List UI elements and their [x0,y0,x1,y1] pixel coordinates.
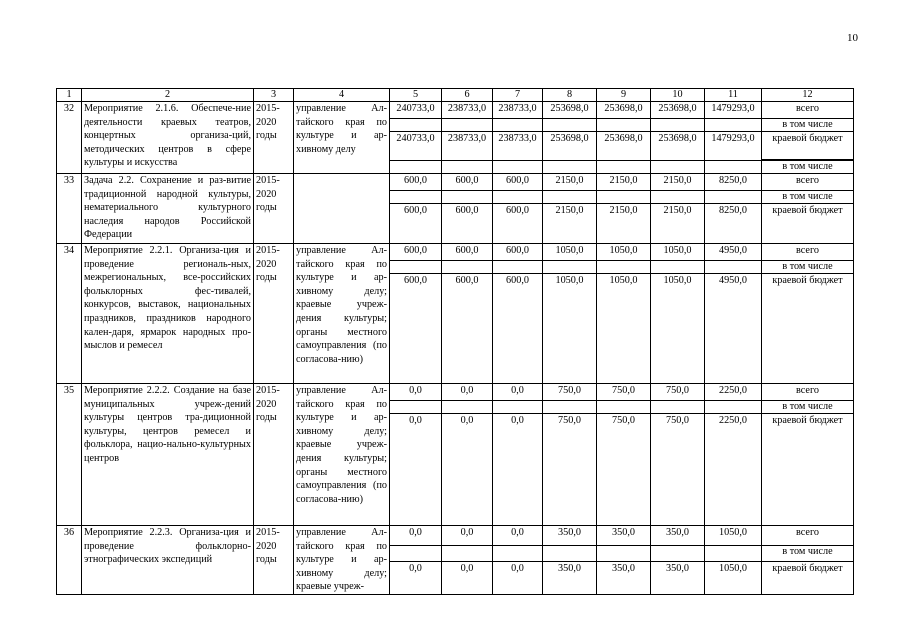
empty-cell [651,191,705,204]
table-row [57,244,854,261]
total-value: 0,0 [390,526,442,546]
column-number: 10 [651,89,705,102]
source-total: всего [762,526,854,546]
regional-value: 1050,0 [651,274,705,384]
total-value: 600,0 [493,244,543,261]
empty-cell [390,119,442,132]
source-total: всего [762,244,854,261]
regional-value: 8250,0 [705,204,762,244]
source-regional: краевой бюджет [762,204,854,244]
empty-cell [390,546,442,561]
regional-value: 600,0 [442,274,493,384]
empty-cell [493,401,543,414]
row-number: 36 [57,526,82,595]
total-value: 2150,0 [597,174,651,191]
total-value: 0,0 [442,526,493,546]
empty-cell [543,546,597,561]
table-row [57,526,854,546]
measure-name: Мероприятие 2.2.3. Организа-ция и проведение фольклорно-этнографических экспедиций [82,526,254,595]
source-including: в том числе [762,191,854,204]
empty-cell [493,191,543,204]
empty-cell [442,161,493,174]
empty-cell [390,261,442,274]
row-number: 34 [57,244,82,384]
regional-value: 2150,0 [651,204,705,244]
source-including: в том числе [762,119,854,132]
empty-cell [705,546,762,561]
regional-value: 1050,0 [597,274,651,384]
regional-value: 600,0 [442,204,493,244]
column-number: 6 [442,89,493,102]
regional-value: 0,0 [493,414,543,526]
empty-cell [543,191,597,204]
regional-value: 0,0 [493,561,543,594]
measure-name: Мероприятие 2.2.2. Создание на базе муниципальных учреж-дений культуры центров тра-диционной культуры, центров ремесел и фольклора, нацио-нально-культурных центров [82,384,254,526]
total-value: 350,0 [651,526,705,546]
total-value: 253698,0 [597,102,651,119]
total-value: 2150,0 [651,174,705,191]
source-including: в том числе [762,546,854,561]
empty-cell [442,261,493,274]
empty-cell [543,261,597,274]
regional-value: 750,0 [651,414,705,526]
column-number: 7 [493,89,543,102]
source-regional: краевой бюджет [762,561,854,594]
empty-cell [651,546,705,561]
regional-value: 240733,0 [390,132,442,161]
total-value: 253698,0 [651,102,705,119]
executor [294,174,390,244]
regional-value: 0,0 [442,561,493,594]
empty-cell [597,191,651,204]
measure-name: Задача 2.2. Сохранение и раз-витие традиционной народной культуры, нематериального культурного наследия народов Российской Федерации [82,174,254,244]
source-including: в том числе [762,161,854,174]
column-number-row [57,89,854,102]
regional-value: 1050,0 [705,561,762,594]
total-value: 240733,0 [390,102,442,119]
regional-value: 2150,0 [543,204,597,244]
empty-cell [493,119,543,132]
regional-value: 600,0 [390,274,442,384]
page-number: 10 [847,32,858,44]
regional-value: 600,0 [390,204,442,244]
regional-value: 600,0 [493,274,543,384]
total-value: 750,0 [543,384,597,401]
regional-value: 238733,0 [493,132,543,161]
regional-value: 253698,0 [543,132,597,161]
total-value: 1050,0 [597,244,651,261]
measures-table [56,88,854,595]
executor: управление Ал-тайского края по культуре и ар-хивному делу; краевые учреж- [294,526,390,595]
total-value: 600,0 [390,244,442,261]
column-number: 9 [597,89,651,102]
total-value: 600,0 [442,244,493,261]
total-value: 350,0 [597,526,651,546]
empty-cell [543,401,597,414]
total-value: 0,0 [442,384,493,401]
regional-value: 1479293,0 [705,132,762,161]
measure-name: Мероприятие 2.1.6. Обеспече-ние деятельности краевых театров, концертных организа-ций, методических центров в сфере культуры и искусства [82,102,254,174]
total-value: 350,0 [543,526,597,546]
source-including: в том числе [762,261,854,274]
total-value: 0,0 [390,384,442,401]
column-number: 2 [82,89,254,102]
period: 2015-2020 годы [254,526,294,595]
total-value: 750,0 [651,384,705,401]
source-total: всего [762,174,854,191]
total-value: 1050,0 [543,244,597,261]
empty-cell [597,119,651,132]
total-value: 1479293,0 [705,102,762,119]
table-row [57,174,854,191]
period: 2015-2020 годы [254,384,294,526]
source-regional: краевой бюджет [762,414,854,526]
regional-value: 0,0 [442,414,493,526]
empty-cell [543,119,597,132]
column-number: 5 [390,89,442,102]
empty-cell [597,546,651,561]
regional-value: 0,0 [390,414,442,526]
regional-value: 350,0 [543,561,597,594]
empty-cell [651,261,705,274]
column-number: 12 [762,89,854,102]
empty-cell [597,401,651,414]
total-value: 8250,0 [705,174,762,191]
empty-cell [705,161,762,174]
regional-value: 600,0 [493,204,543,244]
empty-cell [597,161,651,174]
total-value: 253698,0 [543,102,597,119]
column-number: 8 [543,89,597,102]
empty-cell [493,546,543,561]
total-value: 0,0 [493,384,543,401]
row-number: 32 [57,102,82,174]
period: 2015-2020 годы [254,102,294,174]
empty-cell [442,401,493,414]
empty-cell [442,119,493,132]
table-row [57,102,854,119]
empty-cell [493,261,543,274]
period: 2015-2020 годы [254,244,294,384]
total-value: 238733,0 [493,102,543,119]
regional-value: 1050,0 [543,274,597,384]
empty-cell [705,119,762,132]
regional-value: 253698,0 [597,132,651,161]
row-number: 33 [57,174,82,244]
empty-cell [543,161,597,174]
source-total: всего [762,384,854,401]
regional-value: 750,0 [543,414,597,526]
total-value: 0,0 [493,526,543,546]
total-value: 1050,0 [705,526,762,546]
total-value: 238733,0 [442,102,493,119]
regional-value: 2250,0 [705,414,762,526]
column-number: 1 [57,89,82,102]
empty-cell [651,119,705,132]
total-value: 600,0 [493,174,543,191]
empty-cell [442,191,493,204]
empty-cell [597,261,651,274]
regional-value: 0,0 [390,561,442,594]
empty-cell [705,191,762,204]
source-regional: краевой бюджет [762,274,854,384]
regional-value: 4950,0 [705,274,762,384]
empty-cell [390,401,442,414]
regional-value: 350,0 [651,561,705,594]
total-value: 4950,0 [705,244,762,261]
total-value: 750,0 [597,384,651,401]
regional-value: 350,0 [597,561,651,594]
regional-value: 2150,0 [597,204,651,244]
empty-cell [705,261,762,274]
source-total: всего [762,102,854,119]
source-including: в том числе [762,401,854,414]
regional-value: 253698,0 [651,132,705,161]
empty-cell [390,191,442,204]
empty-cell [493,161,543,174]
empty-cell [442,546,493,561]
total-value: 600,0 [442,174,493,191]
empty-cell [390,161,442,174]
column-number: 11 [705,89,762,102]
total-value: 2150,0 [543,174,597,191]
executor: управление Ал-тайского края по культуре и ар-хивному делу; краевые учреж-дения культуры; органы местного самоуправления (по согласова-нию) [294,384,390,526]
period: 2015-2020 годы [254,174,294,244]
source-regional: краевой бюджет [762,132,854,160]
regional-value: 238733,0 [442,132,493,161]
row-number: 35 [57,384,82,526]
empty-cell [705,401,762,414]
column-number: 3 [254,89,294,102]
executor: управление Ал-тайского края по культуре и ар-хивному делу; краевые учреж-дения культуры; органы местного самоуправления (по согласова-нию) [294,244,390,384]
total-value: 1050,0 [651,244,705,261]
column-number: 4 [294,89,390,102]
table-row [57,384,854,401]
total-value: 600,0 [390,174,442,191]
total-value: 2250,0 [705,384,762,401]
empty-cell [651,401,705,414]
measure-name: Мероприятие 2.2.1. Организа-ция и проведение региональ-ных, межрегиональных, все-российских фольклорных фес-тивалей, конкурсов, выставок, национальных праздников, праздников народного кален-даря, ярмарок народных про-мыслов и ремесел [82,244,254,384]
regional-value: 750,0 [597,414,651,526]
executor: управление Ал-тайского края по культуре и ар-хивному делу [294,102,390,174]
empty-cell [651,161,705,174]
